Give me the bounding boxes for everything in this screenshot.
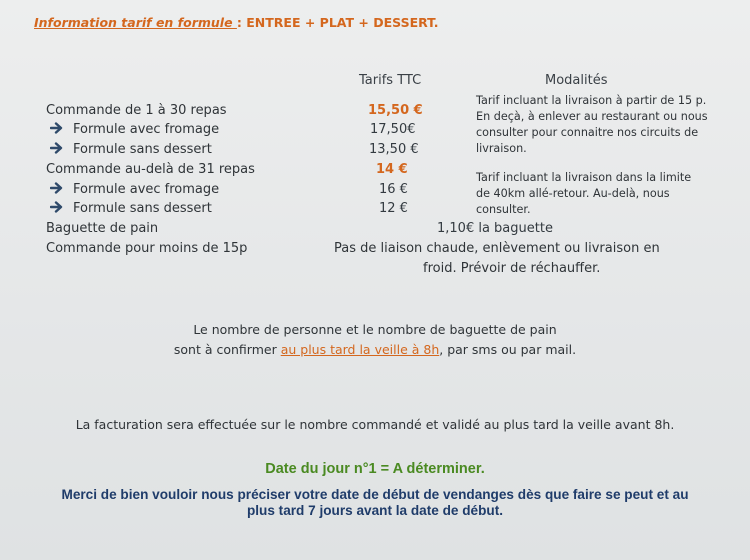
price: 13,50 € xyxy=(369,142,419,157)
request-line: plus tard 7 jours avant la date de début. xyxy=(246,503,504,518)
confirmation-line xyxy=(0,342,750,357)
row-label: Baguette de pain xyxy=(46,221,159,236)
billing-text: La facturation sera effectuée sur le nombre commandé et validé au plus tard la veille avant 8h. xyxy=(75,417,675,432)
row-label: Commande au-delà de 31 repas xyxy=(46,162,255,177)
price: 17,50€ xyxy=(370,122,416,137)
cold-note-line: froid. Prévoir de réchauffer. xyxy=(423,261,601,276)
price: 1,10€ la baguette xyxy=(437,221,553,236)
modalites-note: Tarif incluant la livraison dans la limite de 40km allé-retour. Au-delà, nous consulter. xyxy=(476,171,692,216)
arrow-right-icon xyxy=(50,142,64,154)
row-label: Commande pour moins de 15p xyxy=(46,241,248,256)
arrow-right-icon xyxy=(50,122,64,134)
price: 14 € xyxy=(376,162,408,177)
deadline-highlight: au plus tard la veille à 8h xyxy=(280,342,440,357)
row-label: Formule avec fromage xyxy=(73,182,220,197)
sub-row xyxy=(50,182,219,197)
arrow-right-icon xyxy=(50,182,64,194)
column-heading-modalites: Modalités xyxy=(545,73,608,88)
confirmation-text: sont à confirmer xyxy=(173,342,281,357)
sub-row xyxy=(50,142,212,157)
row-label: Formule sans dessert xyxy=(73,201,212,216)
arrow-right-icon xyxy=(50,201,64,213)
price: 12 € xyxy=(379,201,408,216)
row-label: Commande de 1 à 30 repas xyxy=(46,103,227,118)
header-courses: ENTREE + PLAT + DESSERT. xyxy=(246,15,439,30)
sub-row xyxy=(50,201,212,216)
header-title: Information tarif en formule xyxy=(34,15,237,30)
row-label: Formule avec fromage xyxy=(73,122,220,137)
header-separator: : xyxy=(236,15,242,30)
price: 15,50 € xyxy=(368,103,423,118)
confirmation-line: Le nombre de personne et le nombre de baguette de pain xyxy=(193,322,557,337)
confirmation-text: , par sms ou par mail. xyxy=(439,342,577,357)
header xyxy=(34,15,439,30)
row-label: Formule sans dessert xyxy=(73,142,212,157)
request-line: Merci de bien vouloir nous préciser votre date de début de vendanges dès que faire se peut et au xyxy=(61,487,689,502)
sub-row xyxy=(50,122,219,137)
price: 16 € xyxy=(379,182,408,197)
modalites-note: Tarif incluant la livraison à partir de 15 p. En deçà, à enlever au restaurant ou nous consulter pour connaitre nos circuits de livraison. xyxy=(476,94,708,155)
column-heading-tarifs: Tarifs TTC xyxy=(359,73,422,88)
date-heading: Date du jour n°1 = A déterminer. xyxy=(265,461,485,477)
cold-note-line: Pas de liaison chaude, enlèvement ou livraison en xyxy=(334,241,660,256)
